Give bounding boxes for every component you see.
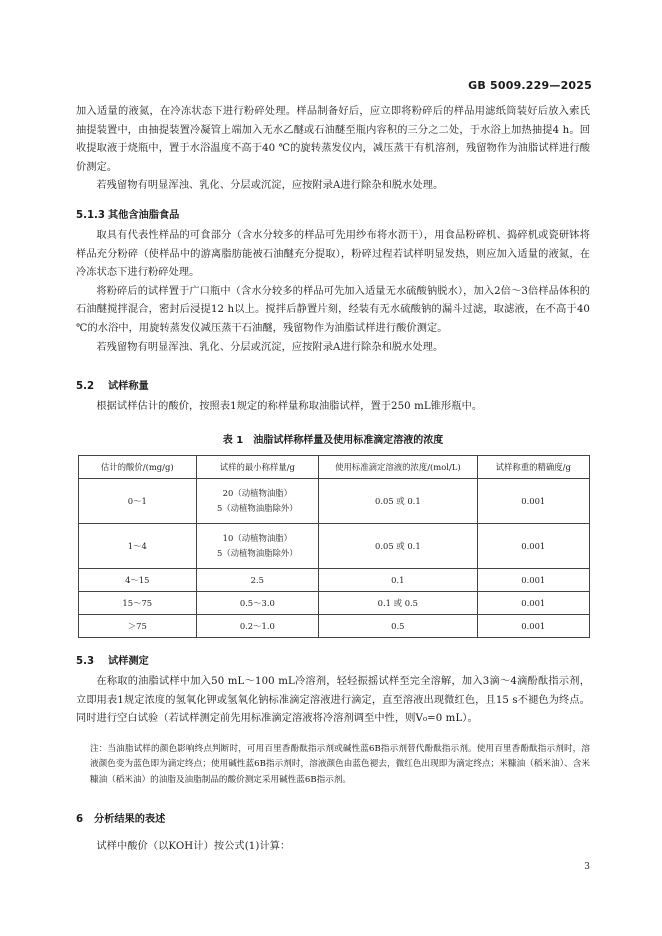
table-cell [196, 524, 319, 569]
section-5-3-body [76, 673, 590, 729]
section-5-3 [76, 652, 590, 667]
section-title: 试样称量 [108, 381, 149, 392]
section-number: 5.3 [76, 656, 95, 667]
table-row [79, 592, 590, 615]
table-cell: 0.05 或 0.1 [319, 479, 477, 524]
section-heading [76, 377, 590, 392]
section-title: 其他含油脂食品 [108, 210, 180, 221]
table-cell: 15～75 [79, 592, 197, 615]
paragraph: 试样中酸价（以KOH计）按公式(1)计算： [96, 841, 291, 852]
column-header: 使用标准滴定溶液的浓度/(mol/L) [319, 456, 477, 479]
table-cell: 0.5～3.0 [196, 592, 319, 615]
table-cell: 0.1 [319, 569, 477, 592]
table-cell: 0.001 [477, 592, 589, 615]
section-number: 5.1.3 [76, 210, 106, 221]
cell-line: 5（动植物油脂除外） [216, 503, 298, 513]
paragraph: 在称取的油脂试样中加入50 mL～100 mL冷溶剂，轻轻振摇试样至完全溶解，加入3滴～4滴酚酞指示剂，立即用表1规定浓度的氢氧化钾或氢氧化钠标准滴定溶液进行滴定，直至溶液出现微红色，且15 s不褪色为终点。同时进行空白试验（若试样测定前先用标准滴定溶液将冷溶剂调至中性，则V₀=0 mL）。 [76, 676, 590, 725]
section-number: 5.2 [76, 381, 95, 392]
section-title: 试样测定 [108, 656, 149, 667]
column-header: 估计的酸价/(mg/g) [79, 456, 197, 479]
table-row [79, 524, 590, 569]
section-6 [76, 810, 590, 825]
section-6-body [76, 838, 590, 857]
table-cell: 0.001 [477, 479, 589, 524]
section-heading [76, 810, 590, 825]
table-cell: 0.1 或 0.5 [319, 592, 477, 615]
section-heading [76, 652, 590, 667]
table-cell: 0.2～1.0 [196, 615, 319, 638]
section-5-2-body [76, 398, 590, 417]
cell-line: 20（动植物油脂） [222, 488, 292, 498]
paragraph: 若残留物有明显浑浊、乳化、分层或沉淀，应按附录A进行除杂和脱水处理。 [96, 180, 444, 192]
table-cell: 0.001 [477, 569, 589, 592]
section-5-2 [76, 377, 590, 392]
section-number: 6 [76, 814, 84, 825]
table-header-row [79, 456, 590, 479]
table-cell: 0.05 或 0.1 [319, 524, 477, 569]
section-continuation [76, 103, 590, 196]
column-header: 试样称重的精确度/g [477, 456, 589, 479]
paragraph: 加入适量的液氮，在冷冻状态下进行粉碎处理。样品制备好后，应立即将粉碎后的样品用滤纸筒装好后放入索氏抽提装置中，由抽提装置冷凝管上端加入无水乙醚或石油醚至瓶内容积的三分之二处，于水浴上加热抽提4 h。回收提取液于烧瓶中，置于水浴温度不高于40 ℃的旋转蒸发仪内，减压蒸干有机溶剂，残留物作为油脂试样进行酸价测定。 [76, 106, 590, 173]
paragraph: 取具有代表性样品的可食部分（含水分较多的样品可先用纱布将水沥干），用食品粉碎机、捣碎机或瓷研钵将样品充分粉碎（使样品中的游离脂肪能被石油醚充分提取），粉碎过程若试样明显发热，则应加入适量的液氮，在冷冻状态下进行粉碎处理。 [76, 230, 590, 279]
table-cell: 0.5 [319, 615, 477, 638]
table-cell: 0.001 [477, 524, 589, 569]
paragraph: 若残留物有明显浑浊、乳化、分层或沉淀，应按附录A进行除杂和脱水处理。 [96, 341, 444, 353]
paragraph: 根据试样估计的酸价，按照表1规定的称样量称取油脂试样，置于250 mL锥形瓶中。 [96, 401, 483, 412]
table-row [79, 479, 590, 524]
table-cell: ＞75 [79, 615, 197, 638]
table-cell: 0～1 [79, 479, 197, 524]
page-number: 3 [584, 862, 590, 872]
cell-line: 5（动植物油脂除外） [216, 548, 298, 558]
column-header: 试样的最小称样量/g [196, 456, 319, 479]
table-row [79, 569, 590, 592]
table-row [79, 615, 590, 638]
table-cell: 4～15 [79, 569, 197, 592]
section-5-1-3-body [76, 227, 590, 357]
table-title: 表 1 油脂试样称样量及使用标准滴定溶液的浓度 [222, 435, 444, 446]
table-cell [196, 479, 319, 524]
paragraph: 将粉碎后的试样置于广口瓶中（含水分较多的样品可先加入适量无水硫酸钠脱水），加入2倍～3倍样品体积的石油醚搅拌混合，密封后浸提12 h以上。搅拌后静置片刻，经装有无水硫酸钠的漏斗过滤，取滤液，在不高于40 ℃的水浴中，用旋转蒸发仪减压蒸干石油醚，残留物作为油脂试样进行酸价测定。 [76, 285, 590, 334]
table-cell: 1～4 [79, 524, 197, 569]
cell-line: 10（动植物油脂） [222, 533, 292, 543]
section-heading [76, 206, 590, 221]
section-title: 分析结果的表述 [94, 814, 166, 825]
note: 注：当油脂试样的颜色影响终点判断时，可用百里香酚酞指示剂或碱性蓝6B指示剂替代酚酞指示剂。使用百里香酚酞指示剂时，溶液颜色变为蓝色即为滴定终点；使用碱性蓝6B指示剂时，溶液颜色由蓝色褪去，微红色出现即为滴定终点；米糠油（稻米油）、含米糠油（稻米油）的油脂及油脂制品的酸价测定采用碱性蓝6B指示剂。 [90, 744, 590, 785]
standard-number: GB 5009.229—2025 [468, 79, 592, 92]
data-table [78, 455, 590, 638]
table-cell: 0.001 [477, 615, 589, 638]
table-cell: 2.5 [196, 569, 319, 592]
section-5-1-3 [76, 206, 590, 221]
